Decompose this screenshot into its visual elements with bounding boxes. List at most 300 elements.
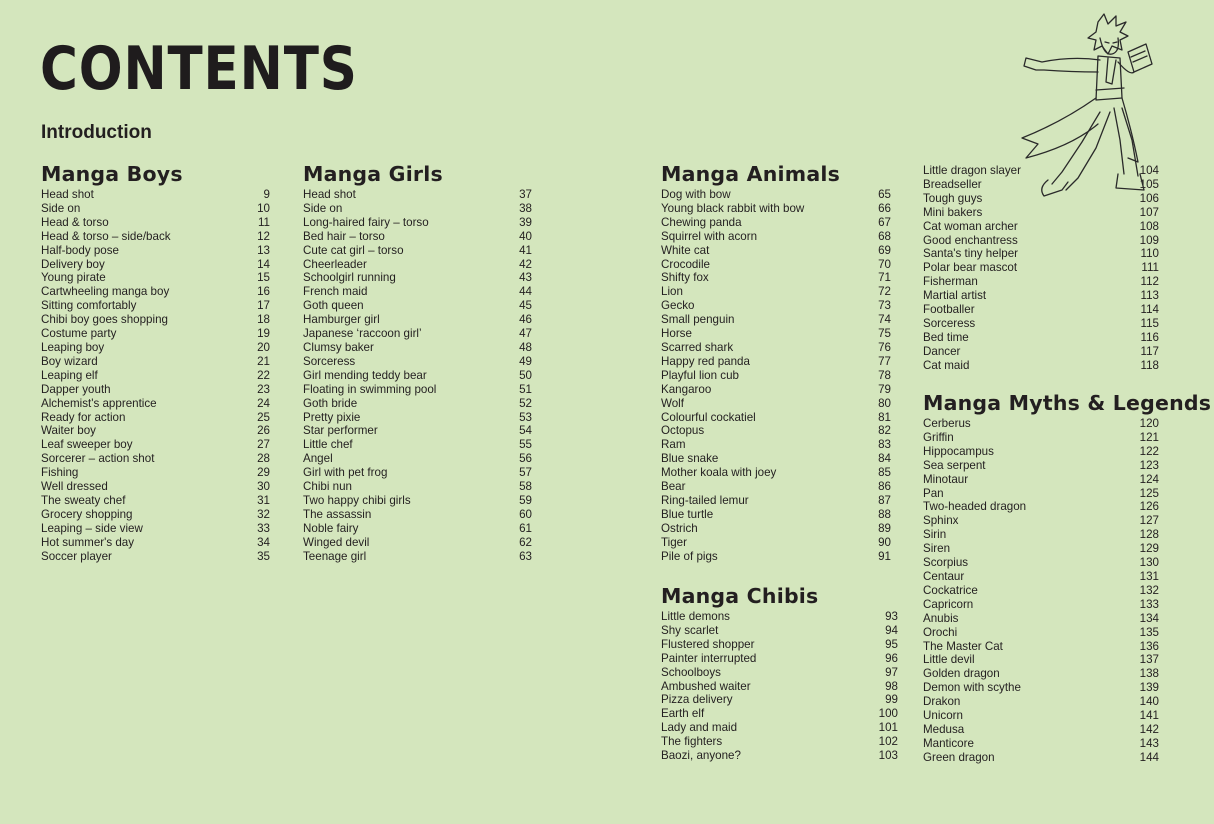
contents-entry (303, 480, 532, 494)
contents-entry (303, 397, 532, 411)
entry-page-number: 82 (878, 424, 891, 438)
contents-entry (923, 709, 1159, 723)
entry-title: Dog with bow (661, 188, 731, 201)
contents-entry (41, 494, 270, 508)
entry-title: Winged devil (303, 535, 370, 549)
entry-page-number: 143 (1139, 736, 1159, 750)
entry-title: Boy wizard (41, 354, 98, 368)
entry-page-number: 34 (257, 535, 270, 549)
entry-page-number: 11 (257, 215, 270, 229)
entry-title: Cockatrice (923, 583, 978, 597)
contents-entry (303, 341, 532, 355)
entry-title: Goth bride (303, 396, 358, 410)
entry-page-number: 56 (519, 452, 532, 466)
entry-title: Squirrel with acorn (661, 229, 758, 243)
entry-list (41, 188, 270, 563)
contents-entry (303, 383, 532, 397)
contents-entry (303, 230, 532, 244)
entry-page-number: 126 (1139, 500, 1159, 514)
contents-entry (661, 244, 891, 258)
contents-entry (923, 626, 1159, 640)
entry-page-number: 28 (257, 452, 270, 466)
entry-title: Floating in swimming pool (303, 382, 437, 396)
entry-title: Ready for action (41, 410, 126, 424)
entry-title: Good enchantress (923, 233, 1018, 247)
entry-page-number: 63 (519, 549, 532, 563)
entry-title: Demon with scythe (923, 681, 1021, 695)
entry-page-number: 121 (1139, 430, 1159, 444)
entry-title: Chibi boy goes shopping (41, 313, 168, 327)
entry-page-number: 30 (257, 480, 270, 494)
entry-title: Scarred shark (661, 340, 734, 354)
entry-page-number: 144 (1139, 750, 1159, 764)
entry-page-number: 93 (885, 610, 898, 623)
entry-title: The assassin (303, 507, 372, 521)
contents-entry (661, 383, 891, 397)
entry-title: Little dragon slayer (923, 164, 1021, 177)
contents-entry (303, 202, 532, 216)
contents-entry (303, 550, 532, 564)
entry-page-number: 67 (878, 215, 891, 229)
contents-entry (41, 369, 270, 383)
contents-entry (661, 299, 891, 313)
entry-page-number: 113 (1140, 289, 1159, 303)
entry-title: Pizza delivery (661, 693, 733, 707)
contents-entry (923, 247, 1159, 261)
entry-title: Sitting comfortably (41, 299, 137, 313)
entry-title: Noble fairy (303, 521, 359, 535)
contents-entry (661, 438, 891, 452)
contents-entry (303, 327, 532, 341)
contents-entry (923, 459, 1159, 473)
contents-entry (661, 285, 891, 299)
entry-title: Small penguin (661, 313, 735, 327)
contents-entry (303, 411, 532, 425)
contents-entry (661, 638, 898, 652)
entry-title: Young black rabbit with bow (661, 201, 805, 215)
entry-title: Tough guys (923, 191, 983, 205)
contents-entry (303, 522, 532, 536)
entry-page-number: 80 (878, 396, 891, 410)
entry-page-number: 47 (519, 327, 532, 341)
section-heading: Manga Animals (661, 162, 840, 186)
entry-title: Girl with pet frog (303, 466, 388, 480)
contents-entry (41, 452, 270, 466)
entry-title: Capricorn (923, 597, 974, 611)
contents-entry (303, 438, 532, 452)
entry-title: Polar bear mascot (923, 261, 1018, 275)
contents-entry (661, 494, 891, 508)
introduction-heading: Introduction (41, 122, 152, 143)
entry-page-number: 45 (519, 299, 532, 313)
section-manga-animals (661, 161, 891, 563)
contents-entry (41, 313, 270, 327)
entry-page-number: 85 (878, 466, 891, 480)
entry-page-number: 76 (878, 340, 891, 354)
entry-page-number: 130 (1139, 556, 1159, 570)
contents-entry (303, 466, 532, 480)
entry-page-number: 29 (257, 466, 270, 480)
entry-title: Cute cat girl – torso (303, 243, 404, 257)
entry-title: Angel (303, 452, 333, 466)
contents-entry (661, 536, 891, 550)
entry-page-number: 25 (257, 410, 270, 424)
entry-title: Siren (923, 542, 951, 556)
entry-page-number: 46 (519, 313, 532, 327)
entry-page-number: 27 (257, 438, 270, 452)
contents-entry (661, 721, 898, 735)
contents-entry (923, 695, 1159, 709)
contents-entry (923, 570, 1159, 584)
entry-page-number: 71 (878, 271, 891, 285)
contents-entry (661, 411, 891, 425)
entry-page-number: 105 (1139, 177, 1159, 191)
entry-page-number: 98 (885, 679, 898, 693)
entry-page-number: 57 (519, 466, 532, 480)
contents-entry (41, 299, 270, 313)
contents-entry (41, 508, 270, 522)
contents-entry (661, 466, 891, 480)
entry-title: Earth elf (661, 707, 705, 721)
entry-title: Baozi, anyone? (661, 749, 741, 763)
contents-entry (41, 355, 270, 369)
contents-entry (303, 271, 532, 285)
entry-page-number: 16 (257, 285, 270, 299)
entry-page-number: 135 (1139, 625, 1159, 639)
entry-page-number: 122 (1139, 444, 1159, 458)
contents-entry (923, 220, 1159, 234)
entry-page-number: 132 (1139, 583, 1159, 597)
entry-page-number: 59 (519, 493, 532, 507)
entry-title: Cheerleader (303, 257, 367, 271)
entry-title: The sweaty chef (41, 493, 126, 507)
entry-page-number: 123 (1139, 458, 1159, 472)
entry-title: Ram (661, 438, 686, 452)
contents-entry (923, 598, 1159, 612)
page-title: CONTENTS (40, 34, 358, 104)
entry-title: Blue turtle (661, 507, 714, 521)
entry-title: Santa's tiny helper (923, 247, 1019, 261)
contents-entry (661, 424, 891, 438)
contents-entry (923, 640, 1159, 654)
entry-page-number: 72 (878, 285, 891, 299)
entry-title: Crocodile (661, 257, 710, 271)
entry-title: Waiter boy (41, 424, 96, 438)
section-manga-boys (41, 161, 270, 563)
entry-title: Dancer (923, 344, 961, 358)
entry-page-number: 107 (1139, 205, 1159, 219)
entry-page-number: 137 (1139, 653, 1159, 667)
contents-entry (923, 289, 1159, 303)
contents-entry (923, 431, 1159, 445)
contents-entry (41, 327, 270, 341)
entry-page-number: 124 (1139, 472, 1159, 486)
contents-entry (303, 188, 532, 202)
entry-title: Martial artist (923, 289, 987, 303)
entry-page-number: 125 (1139, 486, 1159, 500)
entry-title: Drakon (923, 695, 961, 709)
contents-entry (923, 653, 1159, 667)
contents-entry (661, 341, 891, 355)
entry-page-number: 49 (519, 354, 532, 368)
entry-title: Footballer (923, 303, 975, 317)
entry-title: Teenage girl (303, 549, 367, 563)
entry-page-number: 44 (519, 285, 532, 299)
entry-page-number: 73 (878, 299, 891, 313)
entry-title: Mother koala with joey (661, 466, 777, 480)
entry-title: Mini bakers (923, 205, 983, 219)
entry-page-number: 115 (1140, 316, 1159, 330)
entry-page-number: 90 (878, 535, 891, 549)
contents-entry (923, 556, 1159, 570)
contents-entry (41, 466, 270, 480)
section-heading: Manga Boys (41, 162, 183, 186)
entry-page-number: 26 (257, 424, 270, 438)
contents-entry (303, 536, 532, 550)
entry-page-number: 88 (878, 507, 891, 521)
entry-page-number: 87 (878, 493, 891, 507)
entry-title: Schoolgirl running (303, 271, 396, 285)
entry-title: Star performer (303, 424, 378, 438)
entry-page-number: 96 (885, 651, 898, 665)
entry-page-number: 58 (519, 480, 532, 494)
entry-title: Half-body pose (41, 243, 119, 257)
entry-title: Sphinx (923, 514, 959, 528)
entry-title: Wolf (661, 396, 684, 410)
contents-entry (923, 612, 1159, 626)
entry-title: Alchemist's apprentice (41, 396, 157, 410)
contents-entry (923, 723, 1159, 737)
entry-title: Shy scarlet (661, 623, 719, 637)
entry-page-number: 102 (878, 735, 898, 749)
entry-title: Schoolboys (661, 665, 721, 679)
entry-title: Pretty pixie (303, 410, 361, 424)
entry-title: Delivery boy (41, 257, 105, 271)
entry-title: Hippocampus (923, 444, 994, 458)
entry-title: Sirin (923, 528, 947, 542)
entry-page-number: 127 (1139, 514, 1159, 528)
section-manga-girls (303, 161, 532, 563)
contents-entry (661, 680, 898, 694)
entry-title: Dapper youth (41, 382, 111, 396)
contents-entry (923, 681, 1159, 695)
contents-entry (661, 216, 891, 230)
entry-page-number: 104 (1139, 164, 1159, 177)
contents-entry (923, 275, 1159, 289)
contents-entry (923, 667, 1159, 681)
entry-page-number: 33 (257, 521, 270, 535)
entry-title: Sorcerer – action shot (41, 452, 155, 466)
entry-title: Bed hair – torso (303, 229, 385, 243)
contents-entry (923, 487, 1159, 501)
entry-title: Green dragon (923, 750, 995, 764)
entry-title: Griffin (923, 430, 954, 444)
contents-entry (303, 244, 532, 258)
contents-entry (661, 624, 898, 638)
entry-title: Two-headed dragon (923, 500, 1027, 514)
entry-page-number: 84 (878, 452, 891, 466)
entry-page-number: 117 (1140, 344, 1159, 358)
entry-title: Head & torso (41, 215, 109, 229)
entry-title: Flustered shopper (661, 637, 755, 651)
contents-entry (923, 737, 1159, 751)
contents-entry (923, 500, 1159, 514)
contents-entry (661, 707, 898, 721)
contents-entry (923, 303, 1159, 317)
entry-page-number: 78 (878, 368, 891, 382)
entry-title: Soccer player (41, 549, 112, 563)
entry-title: Painter interrupted (661, 651, 757, 665)
entry-title: Sea serpent (923, 458, 986, 472)
contents-entry (661, 327, 891, 341)
contents-entry (41, 411, 270, 425)
entry-title: The fighters (661, 735, 723, 749)
contents-entry (661, 188, 891, 202)
contents-entry (923, 345, 1159, 359)
entry-page-number: 134 (1139, 611, 1159, 625)
entry-page-number: 68 (878, 229, 891, 243)
entry-page-number: 81 (878, 410, 891, 424)
entry-title: Bear (661, 480, 686, 494)
contents-entry (41, 341, 270, 355)
entry-page-number: 129 (1139, 542, 1159, 556)
contents-entry (41, 271, 270, 285)
entry-title: Centaur (923, 569, 965, 583)
entry-page-number: 43 (519, 271, 532, 285)
section-manga-myths-legends (923, 390, 1212, 765)
entry-title: Japanese ‘raccoon girl’ (303, 327, 422, 341)
entry-page-number: 100 (878, 707, 898, 721)
entry-title: Manticore (923, 736, 974, 750)
contents-entry (661, 666, 898, 680)
entry-page-number: 110 (1140, 247, 1159, 261)
contents-entry (923, 206, 1159, 220)
contents-entry (661, 508, 891, 522)
entry-page-number: 50 (519, 368, 532, 382)
entry-page-number: 53 (519, 410, 532, 424)
entry-title: Goth queen (303, 299, 364, 313)
entry-title: Lion (661, 285, 683, 299)
entry-page-number: 120 (1139, 417, 1159, 430)
contents-entry (41, 216, 270, 230)
entry-list (661, 610, 898, 763)
entry-page-number: 138 (1139, 667, 1159, 681)
entry-title: Scorpius (923, 556, 969, 570)
entry-page-number: 106 (1139, 191, 1159, 205)
contents-entry (41, 438, 270, 452)
entry-title: Little chef (303, 438, 353, 452)
entry-title: Hamburger girl (303, 313, 380, 327)
contents-entry (661, 522, 891, 536)
entry-title: Cat woman archer (923, 219, 1018, 233)
entry-title: Head & torso – side/back (41, 229, 171, 243)
entry-title: Ambushed waiter (661, 679, 751, 693)
entry-title: Side on (41, 201, 81, 215)
entry-title: Pile of pigs (661, 549, 718, 563)
contents-entry (41, 536, 270, 550)
entry-list (303, 188, 532, 563)
entry-page-number: 79 (878, 382, 891, 396)
section-heading: Manga Myths & Legends (923, 391, 1212, 415)
entry-page-number: 99 (885, 693, 898, 707)
entry-page-number: 32 (257, 507, 270, 521)
entry-page-number: 133 (1139, 597, 1159, 611)
entry-title: Cartwheeling manga boy (41, 285, 170, 299)
contents-entry (923, 542, 1159, 556)
entry-title: Little demons (661, 610, 730, 623)
entry-title: Two happy chibi girls (303, 493, 411, 507)
contents-entry (661, 369, 891, 383)
entry-page-number: 97 (885, 665, 898, 679)
entry-title: Unicorn (923, 709, 963, 723)
entry-page-number: 55 (519, 438, 532, 452)
contents-entry (661, 271, 891, 285)
entry-title: Orochi (923, 625, 958, 639)
entry-page-number: 12 (257, 229, 270, 243)
entry-page-number: 65 (878, 188, 891, 201)
entry-title: Leaping – side view (41, 521, 143, 535)
entry-page-number: 35 (257, 549, 270, 563)
contents-entry (661, 452, 891, 466)
entry-page-number: 17 (257, 299, 270, 313)
contents-entry (303, 285, 532, 299)
entry-page-number: 89 (878, 521, 891, 535)
entry-title: Colourful cockatiel (661, 410, 756, 424)
section-manga-chibis (661, 583, 898, 763)
entry-title: Hot summer's day (41, 535, 135, 549)
entry-title: Ring-tailed lemur (661, 493, 749, 507)
entry-title: Happy red panda (661, 354, 750, 368)
entry-page-number: 109 (1139, 233, 1159, 247)
contents-entry (661, 313, 891, 327)
contents-entry (41, 522, 270, 536)
contents-entry (661, 202, 891, 216)
entry-page-number: 42 (519, 257, 532, 271)
contents-entry (41, 230, 270, 244)
entry-page-number: 114 (1140, 303, 1159, 317)
entry-page-number: 70 (878, 257, 891, 271)
contents-entry (303, 299, 532, 313)
entry-title: Chibi nun (303, 480, 352, 494)
entry-page-number: 86 (878, 480, 891, 494)
contents-entry (303, 452, 532, 466)
entry-page-number: 136 (1139, 639, 1159, 653)
contents-entry (303, 508, 532, 522)
entry-title: Horse (661, 327, 692, 341)
entry-page-number: 19 (257, 327, 270, 341)
contents-entry (923, 317, 1159, 331)
entry-title: Blue snake (661, 452, 719, 466)
entry-page-number: 41 (519, 243, 532, 257)
entry-page-number: 131 (1139, 569, 1159, 583)
contents-entry (303, 355, 532, 369)
contents-entry (661, 397, 891, 411)
entry-page-number: 108 (1139, 219, 1159, 233)
entry-title: Little devil (923, 653, 975, 667)
contents-entry (923, 331, 1159, 345)
contents-entry (923, 514, 1159, 528)
entry-title: Costume party (41, 327, 117, 341)
entry-page-number: 74 (878, 313, 891, 327)
entry-page-number: 111 (1141, 261, 1159, 275)
contents-entry (661, 735, 898, 749)
entry-page-number: 66 (878, 201, 891, 215)
contents-entry (41, 550, 270, 564)
contents-entry (41, 480, 270, 494)
entry-list (923, 417, 1159, 765)
contents-entry (661, 355, 891, 369)
entry-title: Head shot (41, 188, 94, 201)
